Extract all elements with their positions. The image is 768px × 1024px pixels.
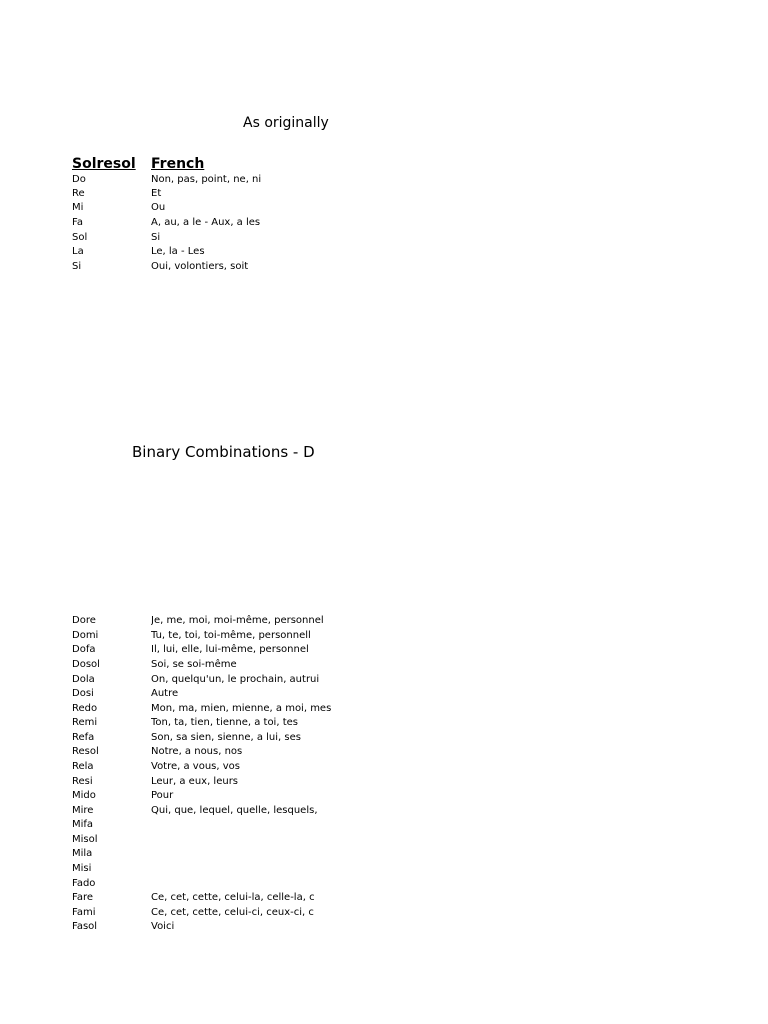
solresol-word: Dosol: [72, 659, 100, 670]
solresol-word: Domi: [72, 630, 99, 641]
solresol-word: Redo: [72, 703, 98, 714]
french-meaning: Autre: [151, 688, 179, 699]
french-meaning: Pour: [151, 790, 174, 801]
french-meaning: Son, sa sien, sienne, a lui, ses: [151, 732, 301, 743]
column-header-solresol: Solresol: [72, 156, 136, 172]
solresol-word: Fa: [72, 217, 83, 228]
solresol-word: Fasol: [72, 921, 98, 932]
french-meaning: Soi, se soi-même: [151, 659, 237, 670]
solresol-word: Dola: [72, 674, 95, 685]
solresol-word: Fare: [72, 892, 94, 903]
solresol-word: Mifa: [72, 819, 94, 830]
french-meaning: Votre, a vous, vos: [151, 761, 240, 772]
french-meaning: Ou: [151, 202, 166, 213]
solresol-word: Dore: [72, 615, 96, 626]
solresol-word: Mire: [72, 805, 94, 816]
solresol-word: Re: [72, 188, 85, 199]
solresol-word: Si: [72, 261, 82, 272]
french-meaning: Mon, ma, mien, mienne, a moi, mes: [151, 703, 332, 714]
solresol-word: Resi: [72, 776, 93, 787]
french-meaning: On, quelqu'un, le prochain, autrui: [151, 674, 320, 685]
solresol-word: Sol: [72, 232, 88, 243]
solresol-word: Misi: [72, 863, 92, 874]
column-header-french: French: [151, 156, 205, 172]
french-meaning: Voici: [151, 921, 175, 932]
french-meaning: Et: [151, 188, 162, 199]
solresol-word: Mi: [72, 202, 84, 213]
french-meaning: Notre, a nous, nos: [151, 746, 243, 757]
french-meaning: Tu, te, toi, toi-même, personnell: [151, 630, 311, 641]
solresol-word: Rela: [72, 761, 94, 772]
french-meaning: Il, lui, elle, lui-même, personnel: [151, 644, 309, 655]
solresol-word: Misol: [72, 834, 98, 845]
section-title: Binary Combinations - D: [132, 443, 315, 461]
solresol-word: Fado: [72, 878, 96, 889]
french-meaning: Non, pas, point, ne, ni: [151, 174, 262, 185]
solresol-word: Mido: [72, 790, 96, 801]
french-meaning: Je, me, moi, moi-même, personnel: [151, 615, 324, 626]
solresol-word: La: [72, 246, 84, 257]
solresol-word: Dofa: [72, 644, 96, 655]
solresol-word: Remi: [72, 717, 98, 728]
french-meaning: Ce, cet, cette, celui-la, celle-la, c: [151, 892, 315, 903]
solresol-word: Resol: [72, 746, 99, 757]
solresol-word: Mila: [72, 848, 93, 859]
french-meaning: Si: [151, 232, 161, 243]
solresol-word: Refa: [72, 732, 95, 743]
solresol-word: Dosi: [72, 688, 94, 699]
french-meaning: Qui, que, lequel, quelle, lesquels,: [151, 805, 318, 816]
french-meaning: Ton, ta, tien, tienne, a toi, tes: [151, 717, 298, 728]
french-meaning: Leur, a eux, leurs: [151, 776, 239, 787]
subtitle: As originally: [243, 115, 329, 131]
french-meaning: Ce, cet, cette, celui-ci, ceux-ci, c: [151, 907, 314, 918]
solresol-word: Fami: [72, 907, 96, 918]
french-meaning: Oui, volontiers, soit: [151, 261, 249, 272]
french-meaning: Le, la - Les: [151, 246, 205, 257]
french-meaning: A, au, a le - Aux, a les: [151, 217, 261, 228]
solresol-word: Do: [72, 174, 86, 185]
